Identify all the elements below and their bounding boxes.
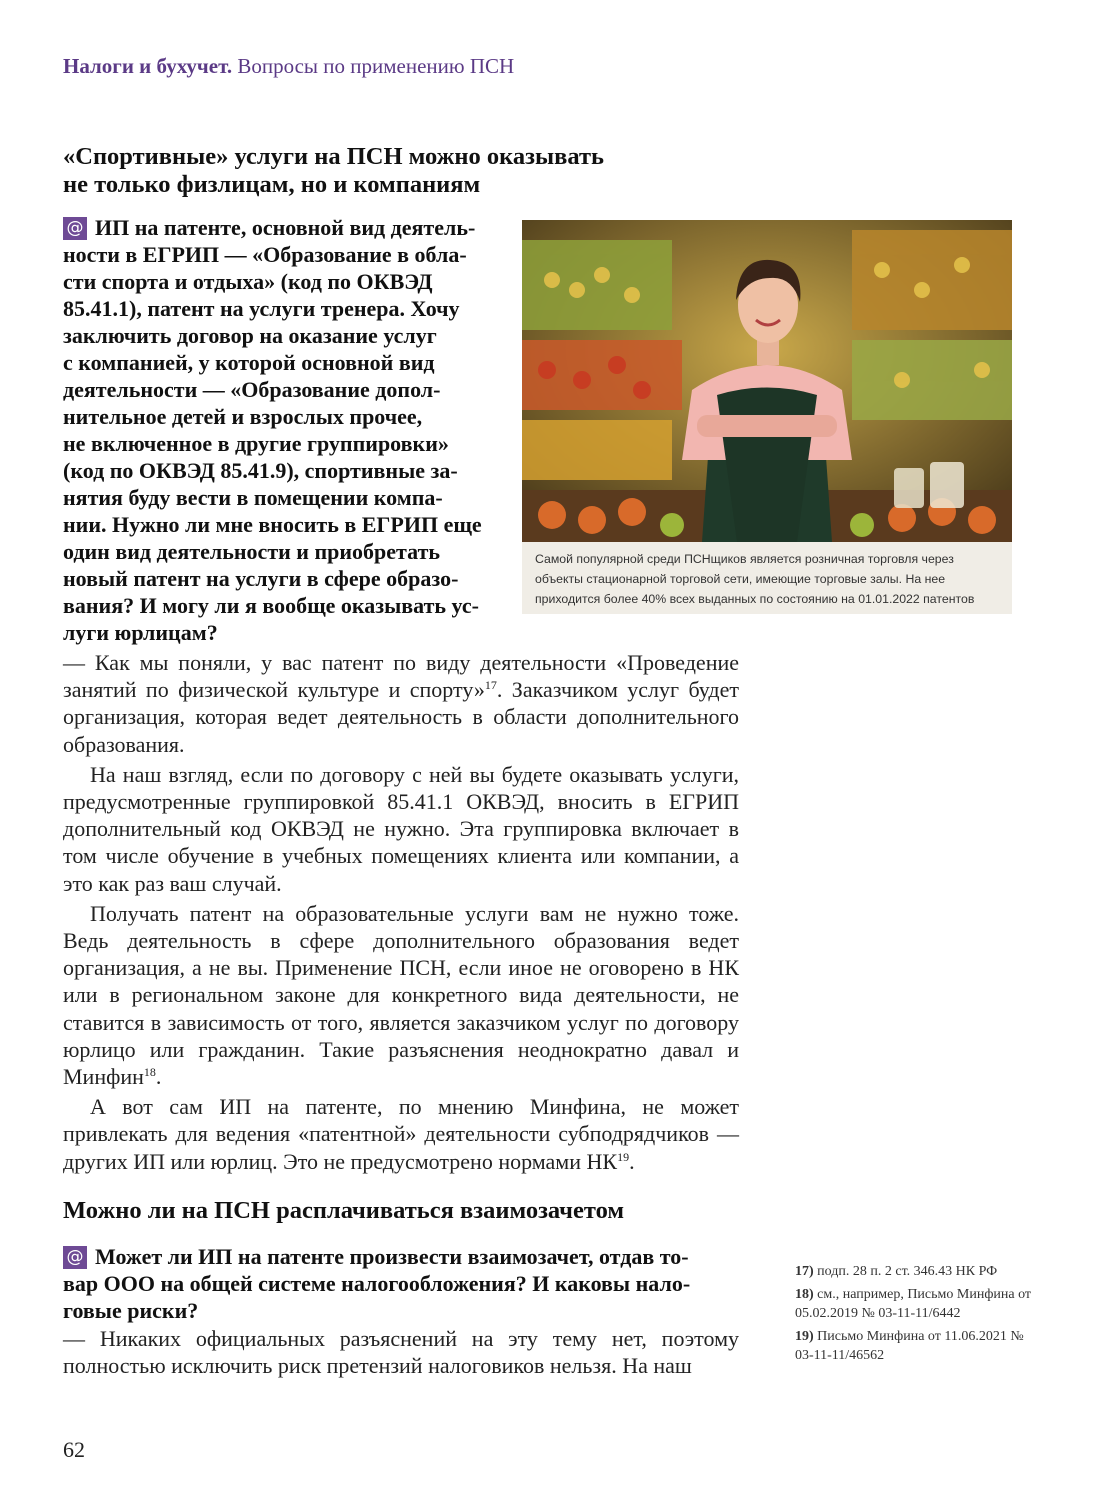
article2-title: Можно ли на ПСН расплачиваться взаимозачетом bbox=[63, 1197, 625, 1224]
footnote-18-text: см., например, Письмо Минфина от 05.02.2019 № 03-11-11/6442 bbox=[795, 1287, 1032, 1321]
article1-question-line bbox=[63, 619, 488, 646]
answer-p3-end: . bbox=[155, 1064, 162, 1090]
page-number: 62 bbox=[63, 1437, 85, 1462]
footnote-ref-17: 17 bbox=[484, 678, 497, 693]
answer-p1-text: — Как мы поняли, у вас патент по виду деятельности «Проведение занятий по физической культуре и спорту» bbox=[63, 650, 739, 703]
running-head bbox=[63, 54, 514, 79]
article1-question-line-text: (код по ОКВЭД 85.41.9), спортивные за- bbox=[63, 458, 458, 483]
article1-question-line-text: сти спорта и отдыха» (код по ОКВЭД bbox=[63, 269, 433, 294]
photo-caption-box bbox=[522, 542, 1012, 614]
article2-question-line-text: вар ООО на общей системе налогообложения? И каковы нало- bbox=[63, 1271, 691, 1296]
article1-question-line-text: луги юрлицам? bbox=[63, 620, 218, 645]
article2-question-line-text: говые риски? bbox=[63, 1298, 199, 1323]
footnote-ref-18: 18 bbox=[143, 1065, 156, 1080]
article1-question-line bbox=[63, 484, 488, 511]
footnote-18-number: 18) bbox=[795, 1287, 814, 1302]
article1-question-line-text: новый патент на услуги в сфере образо- bbox=[63, 566, 459, 591]
answer-p4-end: . bbox=[629, 1148, 635, 1174]
footnote-ref-19: 19 bbox=[617, 1149, 630, 1164]
article1-question-line-text: нительное детей и взрослых прочее, bbox=[63, 404, 423, 429]
article1-question-line bbox=[63, 349, 488, 376]
footnote-18 bbox=[795, 1285, 1035, 1323]
at-sign-icon: @ bbox=[63, 217, 87, 240]
article1-question-line-text: вания? И могу ли я вообще оказывать ус- bbox=[63, 593, 479, 618]
answer-paragraph-1 bbox=[63, 649, 739, 758]
article2-answer bbox=[63, 1325, 739, 1379]
article1-question-line-text: ИП на патенте, основной вид деятель- bbox=[95, 215, 476, 240]
photo-caption: Самой популярной среди ПСНщиков является розничная торговля через объекты стационарной торговой сети, имеющие торговые залы. На нее приходится более 40% всех выданных по состоянию на 01.01.2022 патентов bbox=[535, 552, 975, 606]
footnote-19-number: 19) bbox=[795, 1329, 814, 1344]
article1-question-line bbox=[63, 295, 488, 322]
article2-question-line bbox=[63, 1297, 739, 1324]
article1-question-line bbox=[63, 403, 488, 430]
article1-question-line-text: не включенное в другие группировки» bbox=[63, 431, 449, 456]
article1-question-line bbox=[63, 457, 488, 484]
article1-answer bbox=[63, 649, 739, 1175]
footnote-17-number: 17) bbox=[795, 1264, 814, 1279]
article2-question-line bbox=[63, 1243, 739, 1270]
article1-question-line bbox=[63, 592, 488, 619]
article2-answer-paragraph-1: — Никаких официальных разъяснений на эту тему нет, поэтому полностью исключить риск претензий налоговиков нельзя. На наш bbox=[63, 1326, 739, 1379]
answer-p1-end: . Заказчиком услуг будет организация, которая ведет деятельность в области дополнительного образования. bbox=[63, 677, 739, 757]
running-head-topic: Вопросы по применению ПСН bbox=[237, 54, 515, 78]
photo-illustration bbox=[522, 220, 1012, 542]
article1-question-line-text: деятельности — «Образование допол- bbox=[63, 377, 441, 402]
answer-paragraph-4 bbox=[63, 1093, 739, 1175]
article1-question bbox=[63, 214, 488, 646]
answer-paragraph-2: На наш взгляд, если по договору с ней вы будете оказывать услуги, предусмотренные группировкой 85.41.1 ОКВЭД, вносить в ЕГРИП дополнительный код ОКВЭД не нужно. Эта группировка включает в том числе обучение в учебных помещениях клиента или компании, а это как раз ваш случай. bbox=[63, 761, 739, 896]
article1-title bbox=[63, 143, 604, 199]
article1-question-line bbox=[63, 376, 488, 403]
footnote-19 bbox=[795, 1327, 1035, 1365]
article1-question-line-text: ности в ЕГРИП — «Образование в обла- bbox=[63, 242, 467, 267]
article1-question-line-text: нии. Нужно ли мне вносить в ЕГРИП еще bbox=[63, 512, 482, 537]
article1-question-line bbox=[63, 511, 488, 538]
article1-question-line bbox=[63, 565, 488, 592]
article1-title-line1: «Спортивные» услуги на ПСН можно оказывать bbox=[63, 143, 604, 170]
article2-question-line bbox=[63, 1270, 739, 1297]
answer-p3-text: Получать патент на образовательные услуги вам не нужно тоже. Ведь деятельность в сфере дополнительного образования ведет организация, а не вы. Применение ПСН, если иное не оговорено в НК или в региональном законе для конкретного вида деятельности, не ставится в зависимость от того, является заказчиком услуг по договору юрлицо или гражданин. Такие разъяснения неоднократно давал и Минфин bbox=[63, 900, 739, 1090]
answer-paragraph-3 bbox=[63, 900, 739, 1090]
article1-question-line bbox=[63, 241, 488, 268]
article1-question-line-text: нятия буду вести в помещении компа- bbox=[63, 485, 443, 510]
article1-question-line bbox=[63, 268, 488, 295]
article1-question-line bbox=[63, 322, 488, 349]
photo-figure bbox=[522, 220, 1012, 614]
shop-assistant-photo bbox=[522, 220, 1012, 542]
article1-question-line bbox=[63, 214, 488, 241]
article1-question-line-text: заключить договор на оказание услуг bbox=[63, 323, 437, 348]
article1-question-line bbox=[63, 430, 488, 457]
article2-question bbox=[63, 1243, 739, 1324]
footnote-17-text: подп. 28 п. 2 ст. 346.43 НК РФ bbox=[817, 1264, 998, 1279]
running-head-section: Налоги и бухучет. bbox=[63, 54, 233, 78]
answer-p4-text: А вот сам ИП на патенте, по мнению Минфина, не может привлекать для ведения «патентной» деятельности субподрядчиков — других ИП или юрлиц. Это не предусмотрено нормами НК bbox=[63, 1094, 739, 1174]
article1-question-line-text: 85.41.1), патент на услуги тренера. Хочу bbox=[63, 296, 460, 321]
article1-question-line-text: с компанией, у которой основной вид bbox=[63, 350, 435, 375]
article1-title-line2: не только физлицам, но и компаниям bbox=[63, 171, 481, 198]
article2-question-line-text: Может ли ИП на патенте произвести взаимозачет, отдав то- bbox=[95, 1244, 689, 1269]
footnote-17 bbox=[795, 1262, 1035, 1281]
footnotes bbox=[795, 1262, 1035, 1369]
article1-question-line bbox=[63, 538, 488, 565]
article1-question-line-text: один вид деятельности и приобретать bbox=[63, 539, 441, 564]
at-sign-icon: @ bbox=[63, 1246, 87, 1269]
footnote-19-text: Письмо Минфина от 11.06.2021 № 03-11-11/46562 bbox=[795, 1329, 1024, 1363]
